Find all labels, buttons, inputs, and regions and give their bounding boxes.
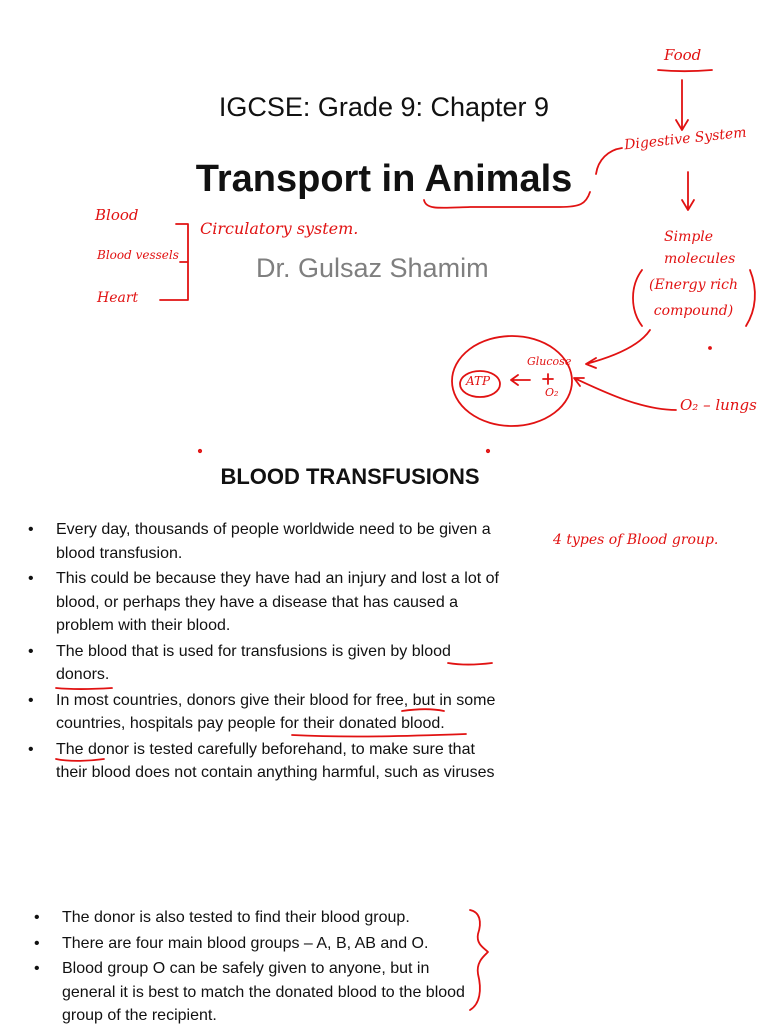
note-atp: ATP <box>466 374 491 388</box>
food-underline <box>658 70 712 71</box>
bullet-item: • The donor is also tested to find their blood group. <box>30 906 470 930</box>
bullet-item: • This could be because they have had an injury and lost a lot of blood, or perhaps they have a disease that has caused a problem with their blood. <box>24 567 502 638</box>
bullet-item: • The donor is tested carefully beforehand, to make sure that their blood does not contain anything harmful, such as viruses <box>24 738 502 785</box>
stray-mark <box>709 347 711 349</box>
stray-mark <box>199 450 201 452</box>
note-blood-vessels: Blood vessels <box>97 248 179 262</box>
note-o2-small: O₂ <box>545 386 559 399</box>
lungs-arrow <box>574 378 676 410</box>
note-simple-molecules: Simple molecules <box>664 229 736 267</box>
note-heart: Heart <box>97 290 139 306</box>
atp-arrow <box>511 375 530 385</box>
note-circulatory-system: Circulatory system. <box>200 219 359 238</box>
slide-title: Transport in Animals <box>195 158 573 200</box>
slide-subtitle: IGCSE: Grade 9: Chapter 9 <box>218 92 550 122</box>
stray-mark <box>487 450 489 452</box>
bullet-item: • In most countries, donors give their blood for free, but in some countries, hospitals pay people for their donated blood. <box>24 689 502 736</box>
compound-arrow <box>586 330 650 368</box>
bullet-list-blood-groups <box>30 906 470 1030</box>
note-blood: Blood <box>95 206 139 224</box>
note-glucose: Glucose <box>527 355 572 368</box>
slide-author: Dr. Gulsaz Shamim <box>256 253 489 283</box>
bullet-item: • There are four main blood groups – A, B, AB and O. <box>30 932 470 956</box>
circulatory-bracket <box>160 224 188 300</box>
bullet-list-transfusions <box>24 518 502 787</box>
note-digestive-system: Digestive System <box>623 124 748 154</box>
slide3-brace <box>470 910 488 1010</box>
bullet-item: • Blood group O can be safely given to anyone, but in general it is best to match the donated blood to the blood group of the recipient. <box>30 957 470 1028</box>
section-heading: BLOOD TRANSFUSIONS <box>220 464 480 489</box>
plus-sign <box>543 374 553 384</box>
note-blood-groups: 4 types of Blood group. <box>553 532 719 548</box>
bullet-item: • Every day, thousands of people worldwide need to be given a blood transfusion. <box>24 518 502 565</box>
note-food: Food <box>664 46 702 64</box>
bullet-item: • The blood that is used for transfusions is given by blood donors. <box>24 640 502 687</box>
note-energy-rich-compound: (Energy rich compound) <box>648 277 739 319</box>
note-o2-lungs: O₂ – lungs <box>680 396 757 414</box>
